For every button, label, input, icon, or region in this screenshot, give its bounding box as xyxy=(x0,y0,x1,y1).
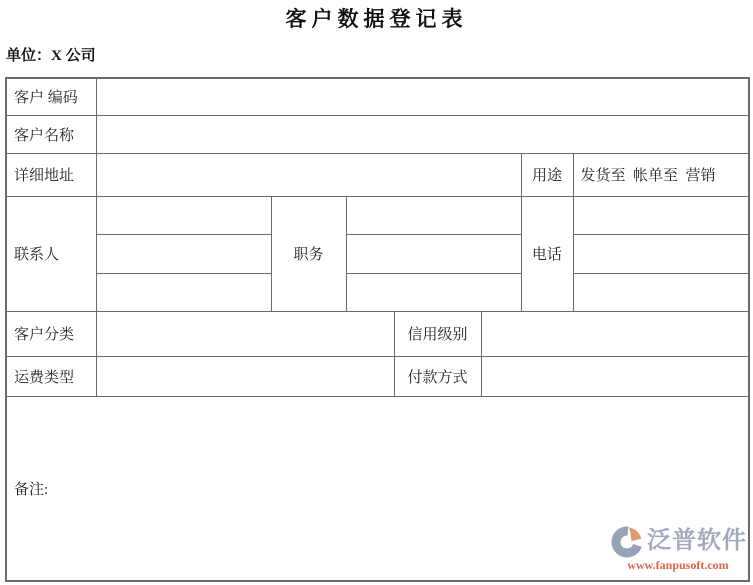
payment-value-cell xyxy=(481,356,749,396)
fanpu-logo-icon xyxy=(609,523,645,559)
unit-line: 单位：X 公司 xyxy=(6,48,96,64)
phone-value-cell-2 xyxy=(573,234,749,273)
phone-label: 电话 xyxy=(521,196,573,311)
freight-value-cell xyxy=(96,356,394,396)
phone-value-cell-3 xyxy=(573,273,749,311)
fanpu-url-text: www.fanpusoft.com xyxy=(627,558,729,572)
position-value-cell-3 xyxy=(346,273,521,311)
usage-label: 用途 xyxy=(521,153,573,196)
customer-name-value-cell xyxy=(96,115,749,153)
form-title: 客户数据登记表 xyxy=(285,7,468,31)
remarks-label: 备注: xyxy=(14,481,49,498)
credit-label: 信用级别 xyxy=(394,311,481,356)
customer-form-table xyxy=(5,77,750,582)
fanpu-brand-text: 泛普软件 xyxy=(647,526,747,554)
category-label: 客户分类 xyxy=(6,311,96,356)
usage-options: 发货至 帐单至 营销 xyxy=(573,153,749,196)
address-value-cell xyxy=(96,153,521,196)
contact-label: 联系人 xyxy=(6,196,96,311)
credit-value-cell xyxy=(481,311,749,356)
contact-name-cell-3 xyxy=(96,273,271,311)
position-value-cell-2 xyxy=(346,234,521,273)
category-value-cell xyxy=(96,311,394,356)
customer-code-value-cell xyxy=(96,78,749,115)
freight-label: 运费类型 xyxy=(6,356,96,396)
position-value-cell-1 xyxy=(346,196,521,234)
position-label: 职务 xyxy=(271,196,346,311)
fanpu-watermark xyxy=(609,523,747,573)
fanpu-watermark-top xyxy=(609,523,747,559)
customer-code-label: 客户 编码 xyxy=(6,78,96,115)
contact-name-cell-2 xyxy=(96,234,271,273)
payment-label: 付款方式 xyxy=(394,356,481,396)
address-label: 详细地址 xyxy=(6,153,96,196)
phone-value-cell-1 xyxy=(573,196,749,234)
contact-name-cell-1 xyxy=(96,196,271,234)
customer-name-label: 客户名称 xyxy=(6,115,96,153)
